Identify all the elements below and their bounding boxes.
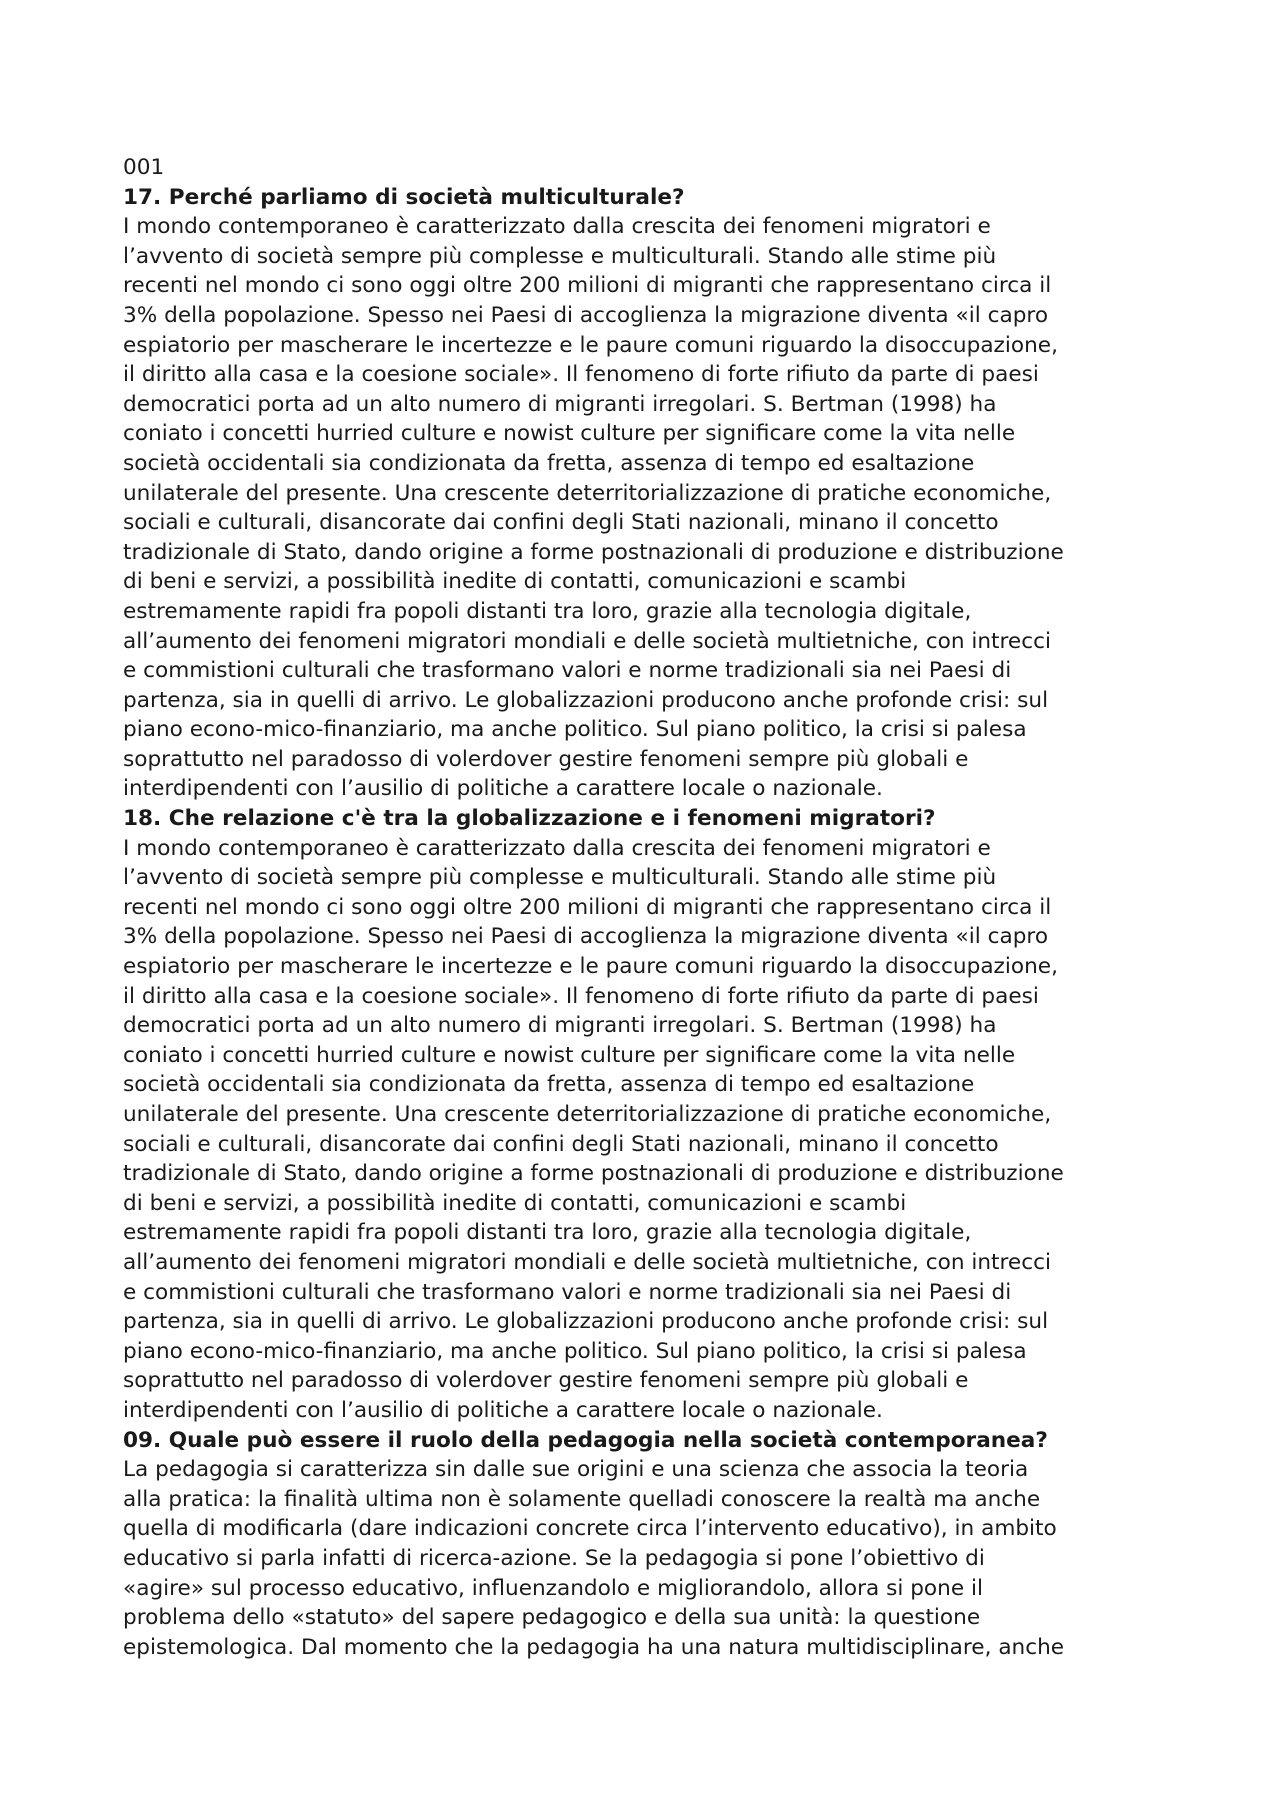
section-heading-09: 09. Quale può essere il ruolo della pedagogia nella società contemporanea? bbox=[123, 1427, 1048, 1453]
document-content bbox=[123, 153, 1183, 1662]
section-heading-17: 17. Perché parliamo di società multiculturale? bbox=[123, 184, 685, 210]
section-body-18: I mondo contemporaneo è caratterizzato dalla crescita dei fenomeni migratori e l’avvento di società sempre più complesse e multiculturali. Stando alle stime più recenti nel mondo ci sono oggi oltre 200 milioni di migranti che rappresentano circa il 3% della popolazione. Spesso nei Paesi di accoglienza la migrazione diventa «il capro espiatorio per mascherare le incertezze e le paure comuni riguardo la disoccupazione, il diritto alla casa e la coesione sociale». Il fenomeno di forte rifiuto da parte di paesi democratici porta ad un alto numero di migranti irregolari. S. Bertman (1998) ha coniato i concetti hurried culture e nowist culture per significare come la vita nelle società occidentali sia condizionata da fretta, assenza di tempo ed esaltazione unilaterale del presente. Una crescente deterritorializzazione di pratiche economiche, sociali e culturali, disancorate dai confini degli Stati nazionali, minano il concetto tradizionale di Stato, dando origine a forme postnazionali di produzione e distribuzione di beni e servizi, a possibilità inedite di contatti, comunicazioni e scambi estremamente rapidi fra popoli distanti tra loro, grazie alla tecnologia digitale, all’aumento dei fenomeni migratori mondiali e delle società multietniche, con intrecci e commistioni culturali che trasformano valori e norme tradizionali sia nei Paesi di partenza, sia in quelli di arrivo. Le globalizzazioni producono anche profonde crisi: sul piano econo-mico-finanziario, ma anche politico. Sul piano politico, la crisi si palesa soprattutto nel paradosso di volerdover gestire fenomeni sempre più globali e interdipendenti con l’ausilio di politiche a carattere locale o nazionale. bbox=[123, 835, 1064, 1423]
page-number: 001 bbox=[123, 155, 165, 180]
section-heading-18: 18. Che relazione c'è tra la globalizzazione e i fenomeni migratori? bbox=[123, 806, 936, 832]
section-body-09: La pedagogia si caratterizza sin dalle sue origini e una scienza che associa la teoria alla pratica: la finalità ultima non è solamente quelladi conoscere la realtà ma anche quella di modificarla (dare indicazioni concrete circa l’intervento educativo), in ambito educativo si parla infatti di ricerca-azione. Se la pedagogia si pone l’obiettivo di «agire» sul processo educativo, influenzandolo e migliorandolo, allora si pone il problema dello «statuto» del sapere pedagogico e della sua unità: la questione epistemologica. Dal momento che la pedagogia ha una natura multidisciplinare, anche bbox=[123, 1457, 1065, 1660]
section-body-17: I mondo contemporaneo è caratterizzato dalla crescita dei fenomeni migratori e l’avvento di società sempre più complesse e multiculturali. Stando alle stime più recenti nel mondo ci sono oggi oltre 200 milioni di migranti che rappresentano circa il 3% della popolazione. Spesso nei Paesi di accoglienza la migrazione diventa «il capro espiatorio per mascherare le incertezze e le paure comuni riguardo la disoccupazione, il diritto alla casa e la coesione sociale». Il fenomeno di forte rifiuto da parte di paesi democratici porta ad un alto numero di migranti irregolari. S. Bertman (1998) ha coniato i concetti hurried culture e nowist culture per significare come la vita nelle società occidentali sia condizionata da fretta, assenza di tempo ed esaltazione unilaterale del presente. Una crescente deterritorializzazione di pratiche economiche, sociali e culturali, disancorate dai confini degli Stati nazionali, minano il concetto tradizionale di Stato, dando origine a forme postnazionali di produzione e distribuzione di beni e servizi, a possibilità inedite di contatti, comunicazioni e scambi estremamente rapidi fra popoli distanti tra loro, grazie alla tecnologia digitale, all’aumento dei fenomeni migratori mondiali e delle società multietniche, con intrecci e commistioni culturali che trasformano valori e norme tradizionali sia nei Paesi di partenza, sia in quelli di arrivo. Le globalizzazioni producono anche profonde crisi: sul piano econo-mico-finanziario, ma anche politico. Sul piano politico, la crisi si palesa soprattutto nel paradosso di volerdover gestire fenomeni sempre più globali e interdipendenti con l’ausilio di politiche a carattere locale o nazionale. bbox=[123, 214, 1064, 802]
